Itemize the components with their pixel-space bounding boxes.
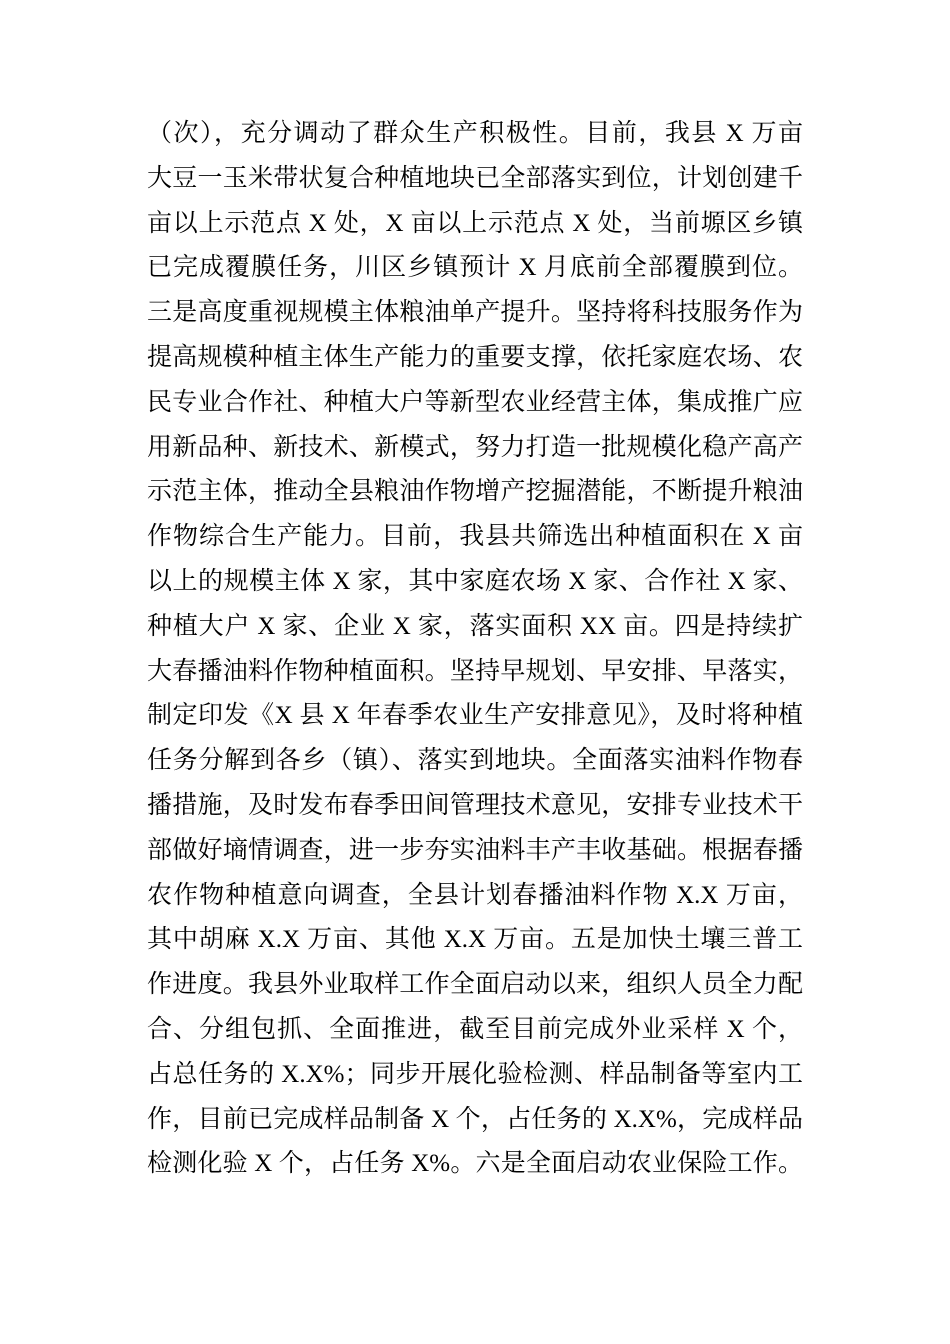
text-line: 播措施，及时发布春季田间管理技术意见，安排专业技术干 (147, 791, 803, 819)
text-line: 合、分组包抓、全面推进，截至目前完成外业采样 X 个， (147, 1015, 803, 1043)
text-line: 大春播油料作物种植面积。坚持早规划、早安排、早落实， (147, 657, 803, 685)
text-line: 制定印发《X 县 X 年春季农业生产安排意见》，及时将种植 (147, 702, 803, 730)
text-line: 用新品种、新技术、新模式，努力打造一批规模化稳产高产 (147, 433, 803, 461)
text-line: 种植大户 X 家、企业 X 家，落实面积 XX 亩。四是持续扩 (147, 612, 803, 640)
text-line: 检测化验 X 个，占任务 X%。六是全面启动农业保险工作。 (147, 1150, 803, 1178)
text-line: 占总任务的 X.X%；同步开展化验检测、样品制备等室内工 (147, 1060, 803, 1088)
text-line: 作进度。我县外业取样工作全面启动以来，组织人员全力配 (147, 971, 803, 999)
text-line: 亩以上示范点 X 处，X 亩以上示范点 X 处，当前塬区乡镇 (147, 209, 803, 237)
text-line: 民专业合作社、种植大户等新型农业经营主体，集成推广应 (147, 388, 803, 416)
text-line: 已完成覆膜任务，川区乡镇预计 X 月底前全部覆膜到位。 (147, 254, 803, 282)
text-line: 三是高度重视规模主体粮油单产提升。坚持将科技服务作为 (147, 299, 803, 327)
text-line: 其中胡麻 X.X 万亩、其他 X.X 万亩。五是加快土壤三普工 (147, 926, 803, 954)
text-line: 作物综合生产能力。目前，我县共筛选出种植面积在 X 亩 (147, 523, 803, 551)
text-line: （次），充分调动了群众生产积极性。目前，我县 X 万亩 (147, 120, 803, 147)
text-line: 大豆一玉米带状复合种植地块已全部落实到位，计划创建千 (147, 164, 803, 192)
text-line: 任务分解到各乡（镇）、落实到地块。全面落实油料作物春 (147, 747, 803, 775)
document-body-text (147, 112, 803, 1187)
text-line: 农作物种植意向调查，全县计划春播油料作物 X.X 万亩， (147, 881, 803, 909)
text-line: 以上的规模主体 X 家，其中家庭农场 X 家、合作社 X 家、 (147, 567, 803, 595)
text-line: 示范主体，推动全县粮油作物增产挖掘潜能，不断提升粮油 (147, 478, 803, 506)
text-line: 作，目前已完成样品制备 X 个，占任务的 X.X%，完成样品 (147, 1105, 803, 1133)
text-line: 部做好墒情调查，进一步夯实油料丰产丰收基础。根据春播 (147, 836, 803, 864)
text-line: 提高规模种植主体生产能力的重要支撑，依托家庭农场、农 (147, 343, 803, 371)
